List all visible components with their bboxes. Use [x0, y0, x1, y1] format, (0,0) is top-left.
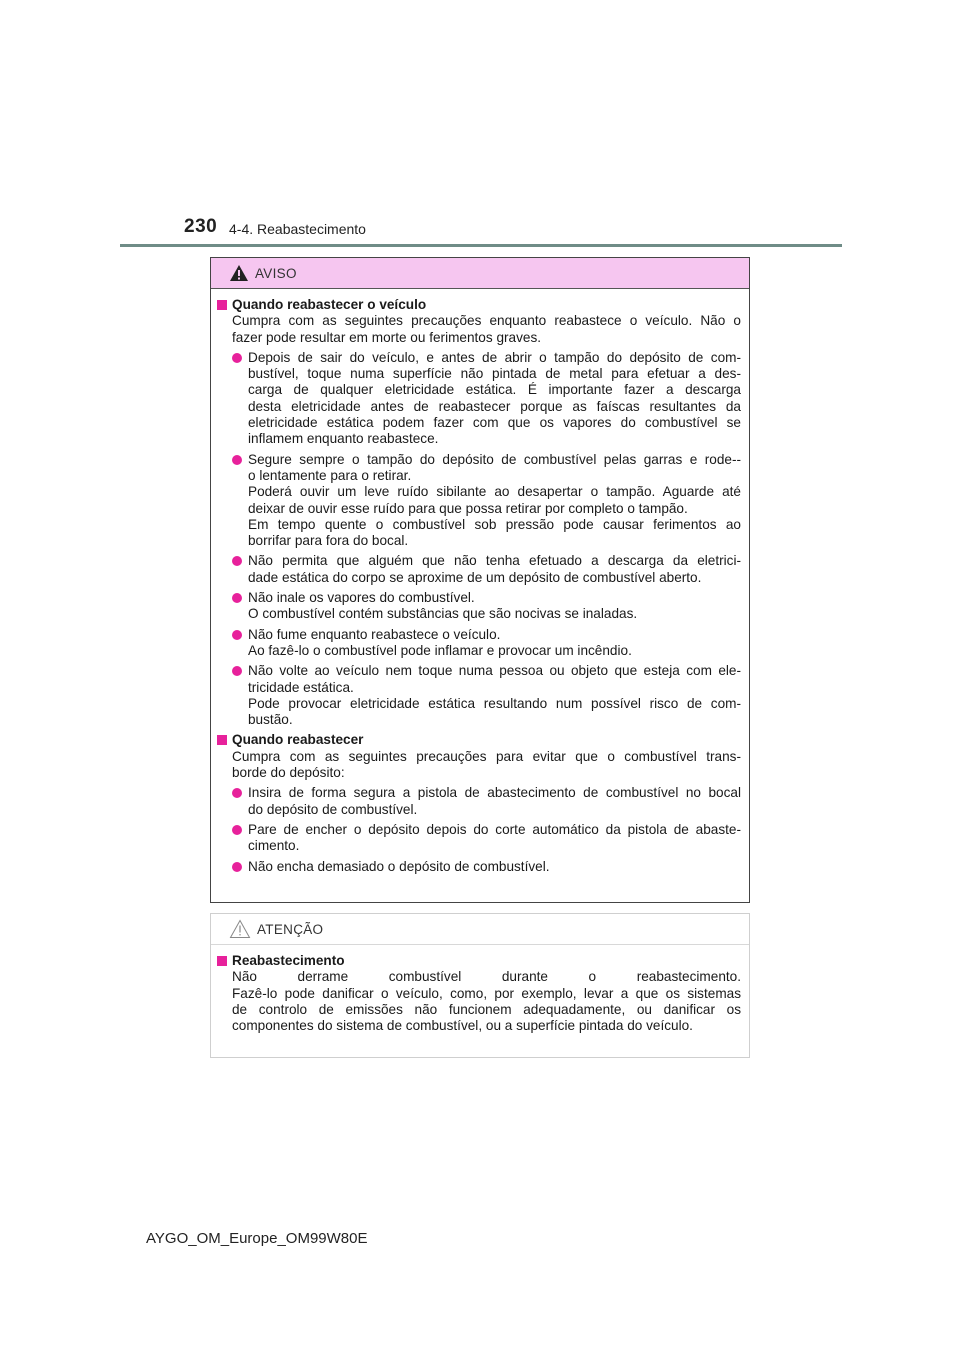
round-bullet-icon: [232, 630, 242, 640]
text-line: Pare de encher o depósito depois do corte automático da pistola de abaste-: [248, 821, 741, 837]
section: [217, 297, 741, 728]
attention-box-title: ATENÇÃO: [257, 921, 324, 937]
list-item-text: [248, 627, 741, 660]
text-line: Em tempo quente o combustível sob pressão pode causar ferimentos ao: [248, 516, 741, 532]
list-item-text: [248, 452, 741, 550]
text-line: Não derrame combustível durante o reabastecimento.: [232, 969, 741, 985]
text-line: Ao fazê-lo o combustível pode inflamar e provocar um incêndio.: [248, 642, 632, 658]
list-item: [232, 859, 741, 875]
text-line: carga de qualquer eletricidade estática. É importante fazer a descarga: [248, 382, 741, 398]
text-line: Poderá ouvir um leve ruído sibilante ao desapertar o tampão. Aguarde até: [248, 484, 741, 500]
text-line: desta eletricidade antes de reabastecer porque as faíscas resultantes da: [248, 398, 741, 414]
list-item-text: [248, 785, 741, 818]
round-bullet-icon: [232, 788, 242, 798]
text-line: borrifar para fora do bocal.: [248, 533, 409, 549]
list-item: [232, 627, 741, 660]
text-line: Pode provocar eletricidade estática resultando num possível risco de com-: [248, 695, 741, 711]
section: [217, 953, 741, 1034]
list-item-text: [248, 859, 741, 875]
text-line: Depois de sair do veículo, e antes de abrir o tampão do depósito de com-: [248, 349, 741, 365]
list-item-text: [248, 590, 741, 623]
text-line: bustão.: [248, 712, 293, 728]
page-number: 230: [184, 216, 218, 237]
text-line: tricidade estática.: [248, 679, 354, 695]
text-line: Não volte ao veículo nem toque numa pessoa ou objeto que esteja com ele-: [248, 663, 741, 679]
text-line: eletricidade estática podem fazer com que os vapores do combustível se: [248, 415, 741, 431]
text-line: Não encha demasiado o depósito de combustível.: [248, 858, 550, 874]
list-item: [232, 590, 741, 623]
text-line: cimento.: [248, 838, 300, 854]
round-bullet-icon: [232, 862, 242, 872]
list-item: [232, 822, 741, 855]
text-line: Insira de forma segura a pistola de abastecimento de combustível no bocal: [248, 785, 741, 801]
warning-box-header: [211, 258, 749, 289]
text-line: Não inale os vapores do combustível.: [248, 590, 475, 606]
text-line: bustível, toque numa superfície não pintada de metal para efetuar a des-: [248, 366, 741, 382]
round-bullet-icon: [232, 593, 242, 603]
round-bullet-icon: [232, 556, 242, 566]
section-title: 4-4. Reabastecimento: [229, 221, 366, 237]
text-line: componentes do sistema de combustível, ou a superfície pintada do veículo.: [232, 1018, 693, 1034]
section-heading: Reabastecimento: [232, 953, 345, 968]
list-item: [232, 663, 741, 728]
attention-box-body: [211, 945, 749, 1034]
attention-box: [210, 913, 750, 1058]
section: [217, 732, 741, 874]
warning-box-title: AVISO: [255, 265, 297, 281]
section-intro: [217, 313, 741, 346]
square-bullet-icon: [217, 300, 227, 310]
warning-box: [210, 257, 750, 903]
section-head: [217, 732, 741, 748]
text-line: Cumpra com as seguintes precauções para evitar que o combustível trans-: [232, 748, 741, 764]
round-bullet-icon: [232, 353, 242, 363]
text-line: de controlo de emissões não funcionem adequadamente, ou danificar os: [232, 1001, 741, 1017]
section-head: [217, 953, 741, 969]
caution-triangle-icon: [229, 919, 251, 939]
text-line: o lentamente para o retirar.: [248, 467, 412, 483]
section-intro: [217, 749, 741, 782]
round-bullet-icon: [232, 825, 242, 835]
list-item: [232, 452, 741, 550]
text-line: Não permita que alguém que não tenha efetuado a descarga da eletrici-: [248, 553, 741, 569]
text-line: dade estática do corpo se aproxime de um depósito de combustível aberto.: [248, 569, 702, 585]
text-line: fazer pode resultar em morte ou ferimentos graves.: [232, 329, 542, 345]
section-heading: Quando reabastecer o veículo: [232, 297, 427, 312]
square-bullet-icon: [217, 735, 227, 745]
section-head: [217, 297, 741, 313]
list-item-text: [248, 553, 741, 586]
warning-triangle-icon: [229, 264, 249, 282]
document-code: AYGO_OM_Europe_OM99W80E: [146, 1230, 368, 1247]
attention-box-header: [211, 914, 749, 945]
list-item: [232, 785, 741, 818]
warning-box-body: [211, 289, 749, 875]
text-line: Fazê-lo pode danificar o veículo, como, por exemplo, levar a que os sistemas: [232, 985, 741, 1001]
text-line: Cumpra com as seguintes precauções enquanto reabastece o veículo. Não o: [232, 313, 741, 329]
text-line: Não fume enquanto reabastece o veículo.: [248, 626, 501, 642]
list-item: [232, 553, 741, 586]
section-heading: Quando reabastecer: [232, 732, 364, 748]
text-line: borde do depósito:: [232, 765, 345, 781]
text-line: do depósito de combustível.: [248, 801, 418, 817]
text-line: inflamem enquanto reabastece.: [248, 431, 439, 447]
text-line: deixar de ouvir esse ruído para que possa retirar por completo o tampão.: [248, 500, 688, 516]
text-line: O combustível contém substâncias que são nocivas se inaladas.: [248, 606, 638, 622]
section-intro: [217, 969, 741, 1034]
header-rule: [120, 244, 842, 247]
list-item: [232, 350, 741, 448]
list-item-text: [248, 350, 741, 448]
list-item-text: [248, 822, 741, 855]
square-bullet-icon: [217, 956, 227, 966]
text-line: Segure sempre o tampão do depósito de combustível pelas garras e rode--: [248, 451, 741, 467]
round-bullet-icon: [232, 666, 242, 676]
round-bullet-icon: [232, 455, 242, 465]
list-item-text: [248, 663, 741, 728]
